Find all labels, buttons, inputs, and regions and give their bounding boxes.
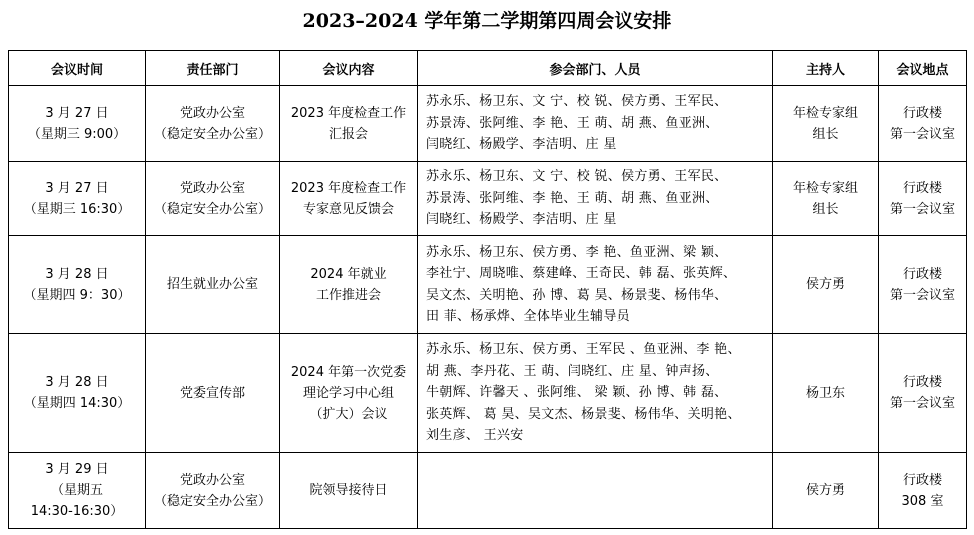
cell-time-line: （星期三 16:30） — [23, 201, 131, 217]
table-row — [9, 453, 967, 529]
cell-location — [879, 236, 967, 334]
cell-content-line: 2024 年就业 — [310, 266, 387, 282]
cell-dept — [146, 86, 280, 162]
cell-participants-line: 苏景涛、张阿维、李 艳、王 萌、胡 燕、鱼亚洲、 — [426, 190, 719, 206]
cell-participants-line: 胡 燕、李丹花、王 萌、闫晓红、庄 星、钟声扬、 — [426, 363, 719, 379]
cell-time — [9, 236, 146, 334]
cell-host — [773, 334, 879, 453]
schedule-body — [9, 86, 967, 529]
cell-time — [9, 86, 146, 162]
cell-content — [280, 236, 418, 334]
cell-location — [879, 334, 967, 453]
header-content: 会议内容 — [280, 51, 418, 86]
cell-location-line: 第一会议室 — [889, 201, 955, 217]
cell-time-line: （星期四 9：30） — [23, 287, 131, 303]
cell-participants-line: 苏永乐、杨卫东、侯方勇、李 艳、鱼亚洲、梁 颖、 — [426, 244, 728, 260]
table-row — [9, 162, 967, 236]
cell-location-line: 行政楼 — [902, 105, 942, 121]
cell-participants-line: 苏永乐、杨卫东、文 宁、校 锐、侯方勇、王军民、 — [426, 169, 728, 185]
cell-host — [773, 453, 879, 529]
cell-host — [773, 162, 879, 236]
cell-time-line: 3 月 28 日 — [45, 266, 109, 282]
cell-dept-line: 党委宣传部 — [179, 385, 245, 401]
cell-host-line: 组长 — [812, 201, 839, 217]
cell-dept — [146, 453, 280, 529]
cell-participants — [418, 86, 773, 162]
cell-dept — [146, 162, 280, 236]
cell-location — [879, 162, 967, 236]
cell-content — [280, 453, 418, 529]
cell-content — [280, 86, 418, 162]
cell-location-line: 行政楼 — [902, 375, 942, 390]
cell-location — [879, 86, 967, 162]
table-row — [9, 334, 967, 453]
cell-participants-line: 吴文杰、关明艳、孙 博、葛 昊、杨景斐、杨伟华、 — [426, 287, 728, 303]
cell-time — [9, 334, 146, 453]
cell-dept-line: 党政办公室 — [179, 472, 245, 488]
cell-content-line: 理论学习中心组 — [302, 385, 394, 401]
cell-location-line: 308 室 — [901, 493, 944, 509]
cell-content-line: 2024 年第一次党委 — [290, 364, 407, 380]
cell-participants-line: 苏永乐、杨卫东、侯方勇、王军民 、鱼亚洲、李 艳、 — [426, 342, 741, 358]
cell-content-line: （扩大）会议 — [309, 406, 388, 422]
cell-content — [280, 334, 418, 453]
cell-content-line: 汇报会 — [328, 126, 368, 142]
cell-location-line: 行政楼 — [902, 180, 942, 196]
cell-content-line: 工作推进会 — [315, 287, 381, 303]
cell-location-line: 第一会议室 — [889, 287, 955, 303]
header-row — [9, 51, 967, 86]
cell-location-line: 行政楼 — [902, 266, 942, 282]
cell-participants — [418, 453, 773, 529]
cell-location — [879, 453, 967, 529]
cell-participants — [418, 334, 773, 453]
cell-time-line: 14:30-16:30） — [30, 504, 124, 519]
cell-participants-line: 牛朝辉、许馨天 、张阿维、 梁 颖、孙 博、韩 磊、 — [426, 385, 728, 401]
cell-content-line: 2023 年度检查工作 — [290, 180, 407, 196]
cell-participants-line: 李社宁、周晓唯、蔡建峰、王奇民、韩 磊、张英辉、 — [426, 266, 737, 281]
cell-time-line: 3 月 28 日 — [45, 375, 109, 390]
cell-host-line: 侯方勇 — [805, 483, 845, 498]
cell-time-line: （星期四 14:30） — [23, 396, 131, 411]
cell-dept-line: （稳定安全办公室） — [153, 201, 271, 217]
cell-participants-line: 苏景涛、张阿维、李 艳、王 萌、胡 燕、鱼亚洲、 — [426, 115, 719, 131]
cell-time-line: （星期三 9:00） — [27, 126, 127, 142]
cell-time-line: （星期五 — [50, 483, 103, 498]
cell-dept-line: （稳定安全办公室） — [153, 126, 271, 142]
cell-host-line: 侯方勇 — [805, 277, 845, 292]
cell-participants-line: 闫晓红、杨殿学、李洁明、庄 星 — [426, 212, 617, 228]
header-time: 会议时间 — [9, 51, 146, 86]
cell-participants — [418, 236, 773, 334]
cell-time-line: 3 月 27 日 — [45, 180, 109, 196]
header-participants: 参会部门、人员 — [418, 51, 773, 86]
cell-time — [9, 453, 146, 529]
cell-host-line: 年检专家组 — [792, 105, 858, 121]
cell-content-line: 专家意见反馈会 — [302, 201, 394, 217]
cell-host-line: 年检专家组 — [792, 180, 858, 196]
header-host: 主持人 — [773, 51, 879, 86]
cell-dept — [146, 236, 280, 334]
header-dept: 责任部门 — [146, 51, 280, 86]
cell-participants-line: 刘生彦、 王兴安 — [426, 428, 524, 444]
cell-participants-line: 田 菲、杨承烨、全体毕业生辅导员 — [426, 309, 630, 324]
meeting-schedule-table — [8, 50, 967, 529]
cell-content-line: 院领导接待日 — [309, 483, 388, 498]
cell-host — [773, 86, 879, 162]
table-row — [9, 236, 967, 334]
cell-dept-line: 招生就业办公室 — [166, 277, 258, 292]
cell-time-line: 3 月 27 日 — [45, 105, 109, 121]
cell-time — [9, 162, 146, 236]
cell-content-line: 2023 年度检查工作 — [290, 105, 407, 121]
cell-time-line: 3 月 29 日 — [45, 462, 109, 477]
cell-participants — [418, 162, 773, 236]
cell-dept-line: 党政办公室 — [179, 180, 245, 196]
cell-dept-line: （稳定安全办公室） — [153, 493, 271, 509]
cell-content — [280, 162, 418, 236]
cell-dept — [146, 334, 280, 453]
cell-dept-line: 党政办公室 — [179, 105, 245, 121]
cell-host — [773, 236, 879, 334]
page-title: 2023–2024 学年第二学期第四周会议安排 — [302, 10, 672, 32]
header-location: 会议地点 — [879, 51, 967, 86]
cell-participants-line: 闫晓红、杨殿学、李洁明、庄 星 — [426, 137, 617, 153]
cell-participants-line: 苏永乐、杨卫东、文 宁、校 锐、侯方勇、王军民、 — [426, 94, 728, 110]
cell-host-line: 杨卫东 — [805, 385, 845, 401]
cell-host-line: 组长 — [812, 126, 839, 142]
cell-location-line: 第一会议室 — [889, 396, 955, 411]
table-row — [9, 86, 967, 162]
cell-participants-line: 张英辉、 葛 昊、吴文杰、杨景斐、杨伟华、关明艳、 — [426, 406, 741, 422]
cell-location-line: 行政楼 — [902, 472, 942, 488]
cell-location-line: 第一会议室 — [889, 126, 955, 142]
